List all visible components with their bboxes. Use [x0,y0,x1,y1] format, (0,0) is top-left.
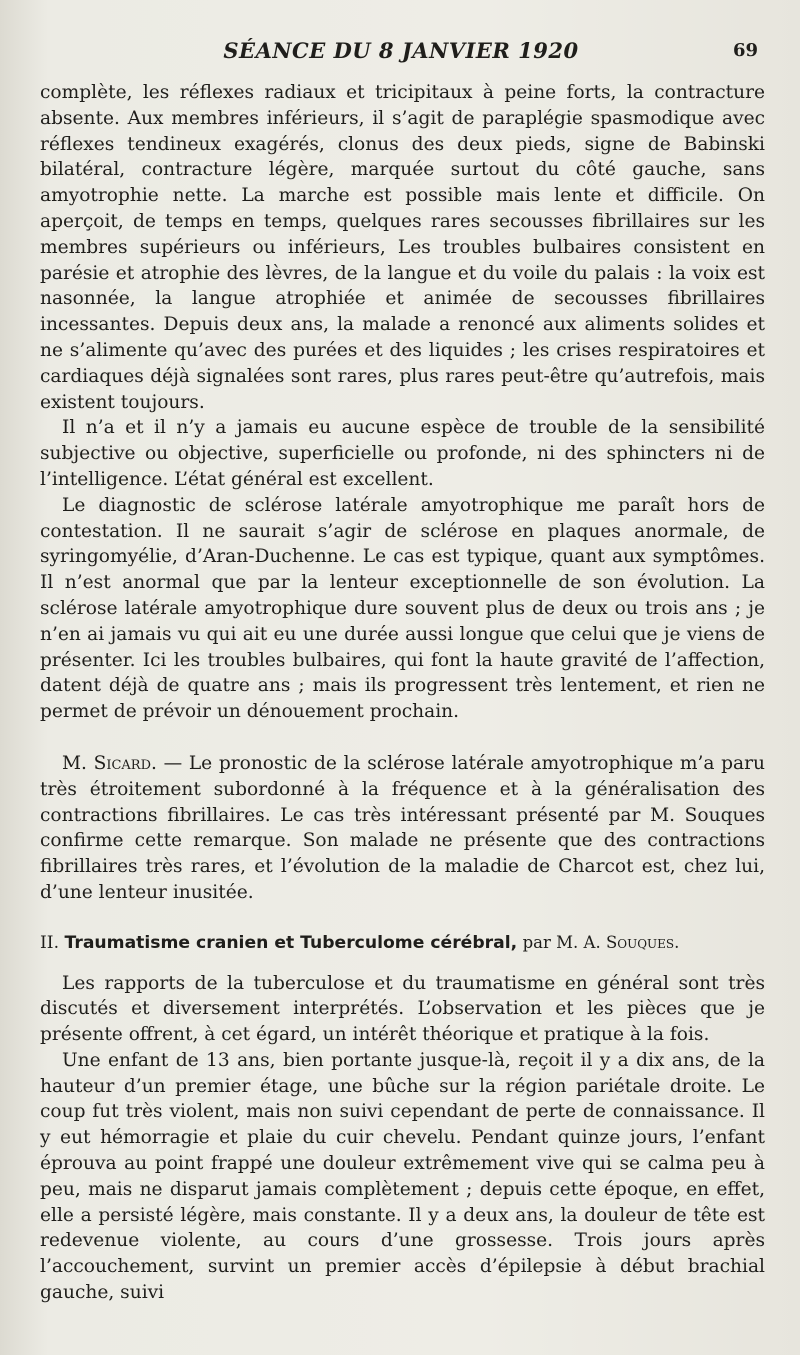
section-heading [40,930,765,957]
paragraph-sensibility: Il n’a et il n’y a jamais eu aucune espèce de trouble de la sensibilité subjective ou objective, superficielle ou profonde, ni des sphincters ni de l’intelligence. L’état général est excellent. [40,417,765,490]
paragraph-diagnosis: Le diagnostic de sclérose latérale amyotrophique me paraît hors de contestation. Il ne saurait s’agir de sclérose en plaques anormale, de syringomyélie, d’Aran-Duchenne. Le cas est typique, quant aux symptômes. Il n’est anormal que par la lenteur exceptionnelle de son évolution. La sclérose latérale amyotrophique dure souvent plus de deux ou trois ans ; je n’en ai jamais vu qui ait eu une durée aussi longue que celui que je viens de présenter. Ici les troubles bulbaires, qui font la haute gravité de l’affection, datent déjà de quatre ans ; mais ils progressent très lentement, et rien ne permet de prévoir un dénouement prochain. [40,494,765,723]
section-author: Souques. [605,932,680,952]
byline-prefix: par M. A. [522,932,601,952]
paragraph-case: Une enfant de 13 ans, bien portante jusque-là, reçoit il y a dix ans, de la hauteur d’un premier étage, une bûche sur la région pariétale droite. Le coup fut très violent, mais non suivi cependant de perte de connaissance. Il y eut hémorragie et plaie du cuir chevelu. Pendant quinze jours, l’enfant éprouva au point frappé une douleur extrêmement vive qui se calma peu à peu, mais ne disparut jamais complètement ; depuis cette époque, en effet, elle a persisté légère, mais constante. Il y a deux ans, la douleur de tête est redevenue violente, au cours d’une grossesse. Trois jours après l’accouchement, survint un premier accès d’épilepsie à début brachial gauche, suivi [40,1049,765,1304]
paragraph-continued: complète, les réflexes radiaux et tricipitaux à peine forts, la contracture absente. Aux membres inférieurs, il s’agit de paraplégie spasmodique avec réflexes tendineux exagérés, clonus des deux pieds, signe de Babinski bilatéral, contracture légère, marquée surtout du côté gauche, sans amyotrophie nette. La marche est possible mais lente et difficile. On aperçoit, de temps en temps, quelques rares secousses fibrillaires sur les membres supérieurs ou inférieurs, Les troubles bulbaires consistent en parésie et atrophie des lèvres, de la langue et du voile du palais : la voix est nasonnée, la langue atrophiée et animée de secousses fibrillaires incessantes. Depuis deux ans, la malade a renoncé aux aliments solides et ne s’alimente qu’avec des purées et des liquides ; les crises respiratoires et cardiaques déjà signalées sont rares, plus rares peut-être qu’autrefois, mais existent toujours. [40,82,765,413]
section-number: II. [40,932,60,953]
section-byline [523,933,680,952]
page-number: 69 [732,40,758,61]
speaker-name: M. Sicard. [62,752,157,774]
section-title: Traumatisme cranien et Tuberculome cérébral, [64,932,518,953]
running-title: SÉANCE DU 8 JANVIER 1920 [223,38,579,63]
running-header [40,38,762,68]
sicard-remark: — Le pronostic de la sclérose latérale amyotrophique m’a paru très étroitement subordonné à la fréquence et à la généralisation des contractions fibrillaires. Le cas très intéressant présenté par M. Souques confirme cette remarque. Son malade ne présente que des contractions fibrillaires très rares, et l’évolution de la maladie de Charcot est, chez lui, d’une lenteur inusitée. [40,752,765,903]
body-text [40,80,765,1306]
paragraph-sicard [40,751,765,906]
paragraph-intro: Les rapports de la tuberculose et du traumatisme en général sont très discutés et diversement interprétés. L’observation et les pièces que je présente offrent, à cet égard, un intérêt théorique et pratique à la fois. [40,972,765,1046]
